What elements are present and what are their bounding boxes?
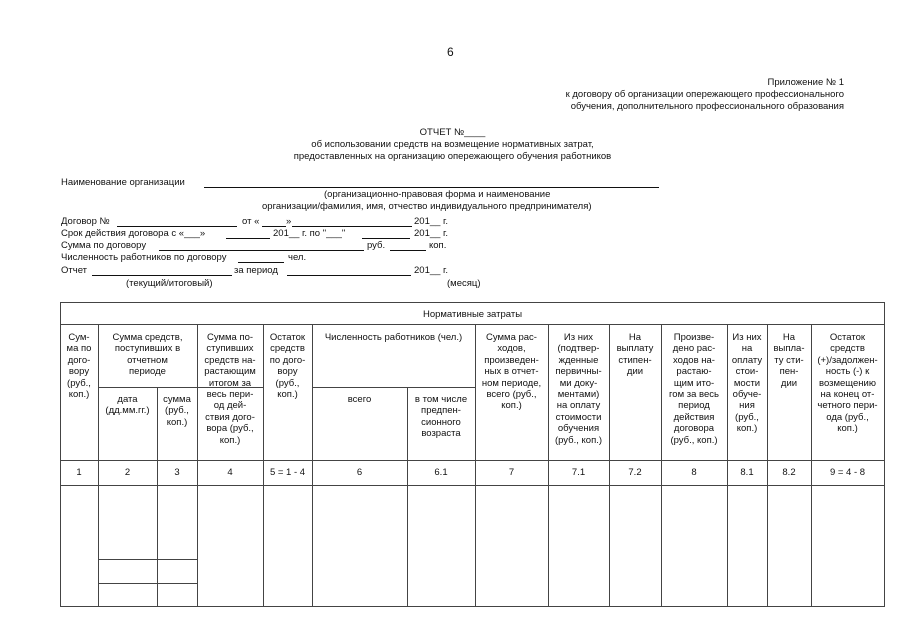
org-name-label: Наименование организации xyxy=(61,177,185,188)
header-date: дата (дд.мм.гг.) xyxy=(105,394,150,417)
contract-day-line xyxy=(262,226,286,227)
report-subtitle-1: об использовании средств на возмещение нормативных затрат, xyxy=(311,139,594,150)
report-type-line xyxy=(92,275,232,276)
term-year-1: 201__ г. по "___" xyxy=(273,228,346,239)
org-name-hint-1: (организационно-правовая форма и наименование xyxy=(324,189,551,200)
workers-line xyxy=(238,262,284,263)
report-month-line xyxy=(287,275,411,276)
appendix-line-3: обучения, дополнительного профессионального образования xyxy=(570,101,844,112)
col-number: 9 = 4 - 8 xyxy=(829,467,866,478)
col-number: 6.1 xyxy=(434,467,448,478)
col-number: 7.2 xyxy=(628,467,642,478)
sum-label: Сумма по договору xyxy=(61,240,147,251)
org-name-line xyxy=(204,187,659,188)
table-number-row-bottom xyxy=(60,485,885,486)
contract-label: Договор № xyxy=(61,216,110,227)
col-line-5 xyxy=(312,324,313,607)
header-contract-balance: Остаток средств по дого- вору (руб., коп.) xyxy=(269,332,306,401)
table-header-bottom xyxy=(60,460,885,461)
term-label: Срок действия договора с «___» xyxy=(61,228,206,239)
report-type-hint: (текущий/итоговый) xyxy=(126,278,213,289)
table-row-line-1 xyxy=(98,559,197,560)
col-number: 7 xyxy=(508,467,515,478)
report-year: 201__ г. xyxy=(414,265,449,276)
table-border-top xyxy=(60,302,885,303)
header-workers: Численность работников (чел.) xyxy=(324,332,463,343)
appendix-line-2: к договору об организации опережающего профессионального xyxy=(565,89,844,100)
header-workers-preretirement: в том числе предпен- сионного возраста xyxy=(414,394,468,440)
header-stipend: На выплату стипен- дии xyxy=(616,332,654,378)
sum-rub: руб. xyxy=(367,240,386,251)
header-cumulative-training: Из них на оплату стои- мости обуче- ния (руб., коп.) xyxy=(731,332,763,435)
table-subheader-line-b xyxy=(312,387,475,388)
group-header: Нормативные затраты xyxy=(422,309,523,320)
col-number: 8 xyxy=(691,467,697,478)
header-cumulative-received: Сумма по- ступивших средств на- растающим итогом за весь пери- од дей- ствия дого- вора (руб., коп.) xyxy=(204,332,256,446)
col-number: 2 xyxy=(124,467,131,478)
header-received-funds: Сумма средств, поступивших в отчетном периоде xyxy=(112,332,183,378)
header-training-cost: Из них (подтвер- жденные первичны- ми доку- ментами) на оплату стоимости обучения (руб., коп.) xyxy=(554,332,603,446)
report-title: ОТЧЕТ №____ xyxy=(419,127,486,138)
report-label: Отчет xyxy=(61,265,88,276)
table-border-bottom xyxy=(60,606,885,607)
table-border-right xyxy=(884,302,885,607)
col-number: 1 xyxy=(76,467,82,478)
table-row-line-2 xyxy=(98,583,197,584)
header-cumulative-stipend: На выпла- ту сти- пен- дии xyxy=(773,332,805,389)
contract-year: 201__ г. xyxy=(414,216,449,227)
header-final-balance: Остаток средств (+)/задолжен- ность (-) к возмещению на конец от- четного пери- ода (руб., коп.) xyxy=(817,332,878,435)
sum-kop: коп. xyxy=(429,240,447,251)
report-month-hint: (месяц) xyxy=(447,278,481,289)
contract-quote: » xyxy=(286,216,292,227)
workers-unit: чел. xyxy=(288,252,307,263)
col-number: 8.2 xyxy=(782,467,796,478)
report-subtitle-2: предоставленных на организацию опережающего обучения работников xyxy=(293,151,612,162)
col-number: 7.1 xyxy=(571,467,586,478)
contract-number-line xyxy=(117,226,237,227)
org-name-hint-2: организации/фамилия, имя, отчество индивидуального предпринимателя) xyxy=(262,201,592,212)
col-number: 4 xyxy=(227,467,233,478)
header-period-expenses: Сумма рас- ходов, произведен- ных в отчет- ном периоде, всего (руб., коп.) xyxy=(481,332,542,412)
term-month-line-1 xyxy=(226,238,270,239)
header-cumulative-expenses: Произве- дено рас- ходов на- растаю- щим ито- гом за весь период действия договора (руб., коп.) xyxy=(669,332,719,446)
contract-from: от « xyxy=(242,216,260,227)
sum-kop-line xyxy=(390,250,426,251)
appendix-title: Приложение № 1 xyxy=(767,77,844,88)
col-number: 3 xyxy=(174,467,180,478)
workers-label: Численность работников по договору xyxy=(61,252,227,263)
col-number: 5 = 1 - 4 xyxy=(269,467,306,478)
page-number: 6 xyxy=(447,45,454,59)
col-number: 8.1 xyxy=(740,467,754,478)
term-month-line-2 xyxy=(362,238,410,239)
contract-month-line xyxy=(292,226,412,227)
col-number: 6 xyxy=(356,467,363,478)
sum-rub-line xyxy=(159,250,364,251)
header-contract-sum: Сум- ма по дого- вору (руб., коп.) xyxy=(66,332,92,401)
header-amount: сумма (руб., коп.) xyxy=(163,394,191,428)
header-workers-total: всего xyxy=(347,394,372,405)
table-group-line xyxy=(60,324,885,325)
term-year-2: 201__ г. xyxy=(414,228,449,239)
report-period: за период xyxy=(234,265,278,276)
